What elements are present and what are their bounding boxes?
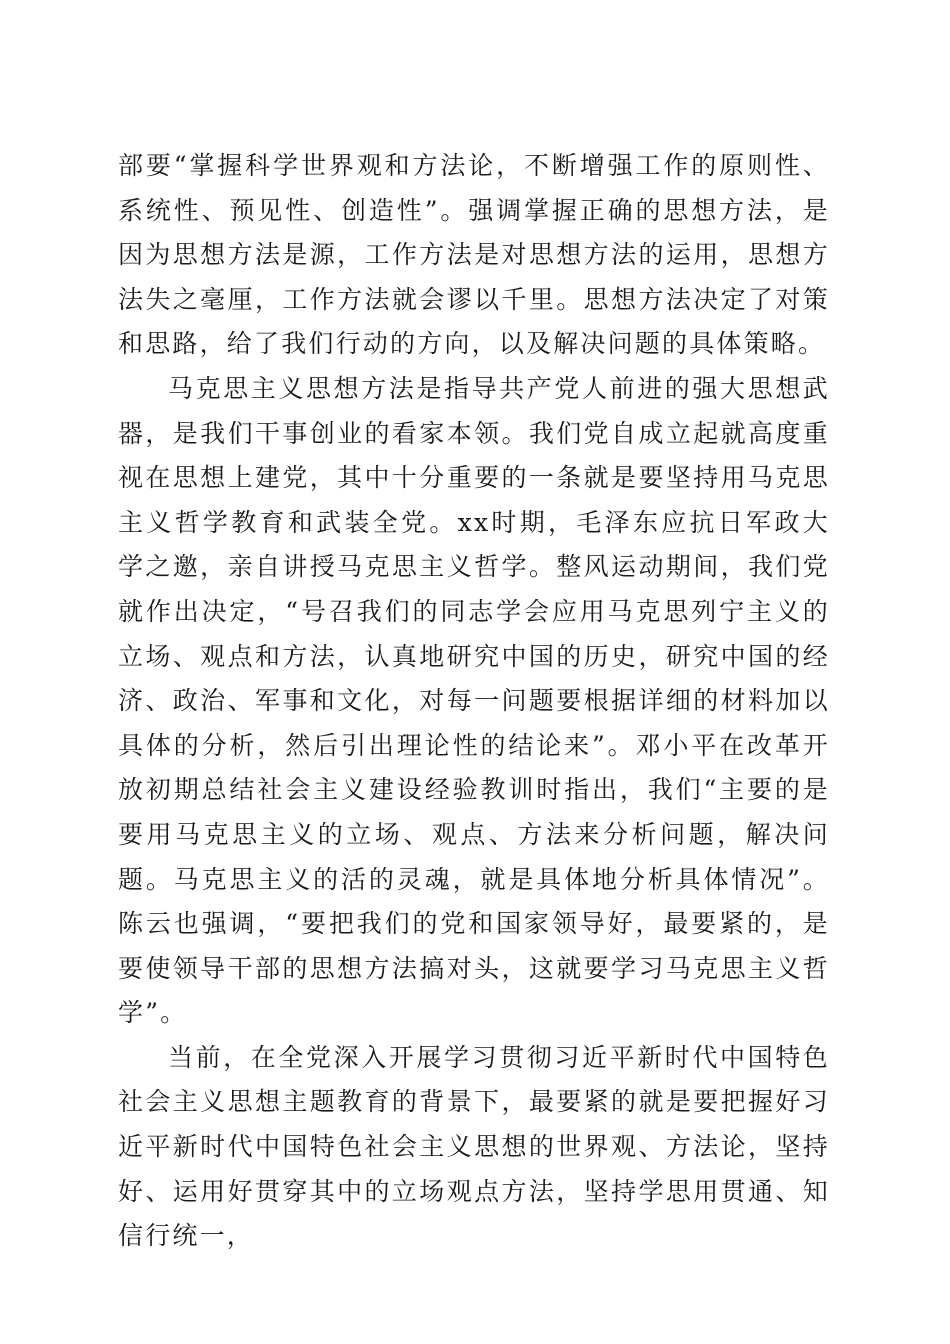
paragraph-marxist-method: 马克思主义思想方法是指导共产党人前进的强大思想武器，是我们干事创业的看家本领。我们党自成立起就高度重视在思想上建党，其中十分重要的一条就是要坚持用马克思主义哲学教育和武装全党。xx时期，毛泽东应抗日军政大学之邀，亲自讲授马克思主义哲学。整风运动期间，我们党就作出决定，“号召我们的同志学会应用马克思列宁主义的立场、观点和方法，认真地研究中国的历史，研究中国的经济、政治、军事和文化，对每一问题要根据详细的材料加以具体的分析，然后引出理论性的结论来”。邓小平在改革开放初期总结社会主义建设经验教训时指出，我们“主要的是要用马克思主义的立场、观点、方法来分析问题，解决问题。马克思主义的活的灵魂，就是具体地分析具体情况”。陈云也强调，“要把我们的党和国家领导好，最要紧的，是要使领导干部的思想方法搞对头，这就要学习马克思主义哲学”。	[118, 373, 830, 1028]
paragraph-current-education: 当前，在全党深入开展学习贯彻习近平新时代中国特色社会主义思想主题教育的背景下，最要紧的就是要把握好习近平新时代中国特色社会主义思想的世界观、方法论，坚持好、运用好贯穿其中的立场观点方法，坚持学思用贯通、知信行统一，	[118, 1042, 830, 1251]
paragraph-continuation: 部要“掌握科学世界观和方法论，不断增强工作的原则性、系统性、预见性、创造性”。强调掌握正确的思想方法，是因为思想方法是源，工作方法是对思想方法的运用，思想方法失之毫厘，工作方法就会谬以千里。思想方法决定了对策和思路，给了我们行动的方向，以及解决问题的具体策略。	[118, 151, 830, 359]
body-text	[118, 144, 830, 1259]
